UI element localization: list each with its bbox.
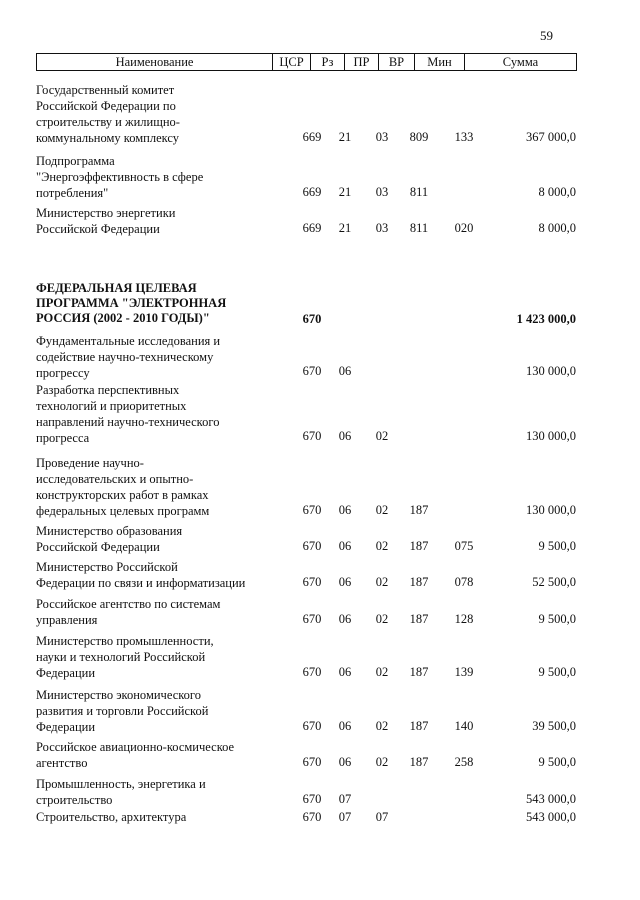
row-vr: 811 [409,221,429,235]
row-vr: 809 [409,130,429,144]
row-rz: 06 [338,719,352,733]
row-sum: 9 500,0 [538,539,576,553]
row-sum: 8 000,0 [538,221,576,235]
row-min: 258 [454,755,474,769]
row-rz: 06 [338,575,352,589]
row-rz: 06 [338,755,352,769]
row-name: Проведение научно- исследовательских и опытно- конструкторских работ в рамках федеральных целевых программ [36,456,210,518]
header-name: Наименование [37,54,273,70]
row-sum: 130 000,0 [526,429,576,443]
row-rz: 21 [338,130,352,144]
row-sum: 130 000,0 [526,503,576,517]
row-pr: 02 [375,665,389,679]
row-vr: 187 [409,503,429,517]
table-header [36,53,577,71]
row-rz: 06 [338,539,352,553]
row-rz: 21 [338,185,352,199]
row-sum: 367 000,0 [526,130,576,144]
row-vr: 811 [409,185,429,199]
row-min: 020 [454,221,474,235]
row-vr: 187 [409,539,429,553]
row-name: Государственный комитет Российской Федерации по строительству и жилищно- коммунальному комплексу [36,83,180,145]
row-vr: 187 [409,575,429,589]
row-rz: 07 [338,810,352,824]
header-sum: Сумма [502,55,539,69]
row-sum: 543 000,0 [526,792,576,806]
row-min: 140 [454,719,474,733]
row-sum: 543 000,0 [526,810,576,824]
row-csr: 670 [302,539,322,553]
row-csr: 670 [302,792,322,806]
row-csr: 670 [302,312,322,326]
row-pr: 02 [375,503,389,517]
header-pr: ПР [345,54,379,70]
row-csr: 670 [302,364,322,378]
row-pr: 07 [375,810,389,824]
row-csr: 670 [302,575,322,589]
header-csr: ЦСР [273,54,311,70]
row-sum: 52 500,0 [532,575,576,589]
row-csr: 670 [302,810,322,824]
row-name: Министерство промышленности, науки и технологий Российской Федерации [36,634,214,680]
row-vr: 187 [409,612,429,626]
row-name: Министерство экономического развития и торговли Российской Федерации [36,688,209,734]
header-rz: Рз [311,54,345,70]
row-rz: 06 [338,503,352,517]
row-vr: 187 [409,665,429,679]
row-min: 139 [454,665,474,679]
row-pr: 02 [375,719,389,733]
row-rz: 06 [338,429,352,443]
row-name: Министерство образования Российской Федерации [36,524,183,554]
row-name: Промышленность, энергетика и строительство [36,777,206,807]
row-min: 128 [454,612,474,626]
row-csr: 670 [302,612,322,626]
header-vr: ВР [379,54,415,70]
row-csr: 670 [302,665,322,679]
row-csr: 670 [302,503,322,517]
row-rz: 06 [338,364,352,378]
row-min: 078 [454,575,474,589]
row-name: Российское агентство по системам управления [36,597,221,627]
row-pr: 02 [375,575,389,589]
row-rz: 21 [338,221,352,235]
row-csr: 670 [302,719,322,733]
row-name: ФЕДЕРАЛЬНАЯ ЦЕЛЕВАЯ ПРОГРАММА "ЭЛЕКТРОННАЯ РОССИЯ (2002 - 2010 ГОДЫ)" [36,281,227,325]
row-pr: 03 [375,130,389,144]
row-name: Фундаментальные исследования и содействие научно-техническому прогрессу [36,334,221,380]
row-vr: 187 [409,719,429,733]
row-pr: 03 [375,185,389,199]
row-sum: 1 423 000,0 [516,312,576,326]
row-min: 075 [454,539,474,553]
row-csr: 669 [302,221,322,235]
row-pr: 02 [375,612,389,626]
row-sum: 130 000,0 [526,364,576,378]
row-min: 133 [454,130,474,144]
page-number: 59 [540,28,553,43]
row-name: Министерство Российской Федерации по связи и информатизации [36,560,246,590]
row-sum: 9 500,0 [538,755,576,769]
row-pr: 03 [375,221,389,235]
row-csr: 670 [302,429,322,443]
row-rz: 07 [338,792,352,806]
row-sum: 9 500,0 [538,612,576,626]
row-vr: 187 [409,755,429,769]
row-pr: 02 [375,539,389,553]
row-sum: 8 000,0 [538,185,576,199]
row-name: Министерство энергетики Российской Федерации [36,206,176,236]
row-name: Строительство, архитектура [36,810,187,824]
row-csr: 669 [302,185,322,199]
row-name: Подпрограмма "Энергоэффективность в сфере потребления" [36,154,204,200]
row-rz: 06 [338,612,352,626]
row-sum: 39 500,0 [532,719,576,733]
row-pr: 02 [375,755,389,769]
row-name: Российское авиационно-космическое агентство [36,740,235,770]
row-sum: 9 500,0 [538,665,576,679]
row-csr: 670 [302,755,322,769]
row-csr: 669 [302,130,322,144]
row-rz: 06 [338,665,352,679]
row-pr: 02 [375,429,389,443]
header-min: Мин [415,54,465,70]
row-name: Разработка перспективных технологий и приоритетных направлений научно-технического прогресса [36,383,220,445]
